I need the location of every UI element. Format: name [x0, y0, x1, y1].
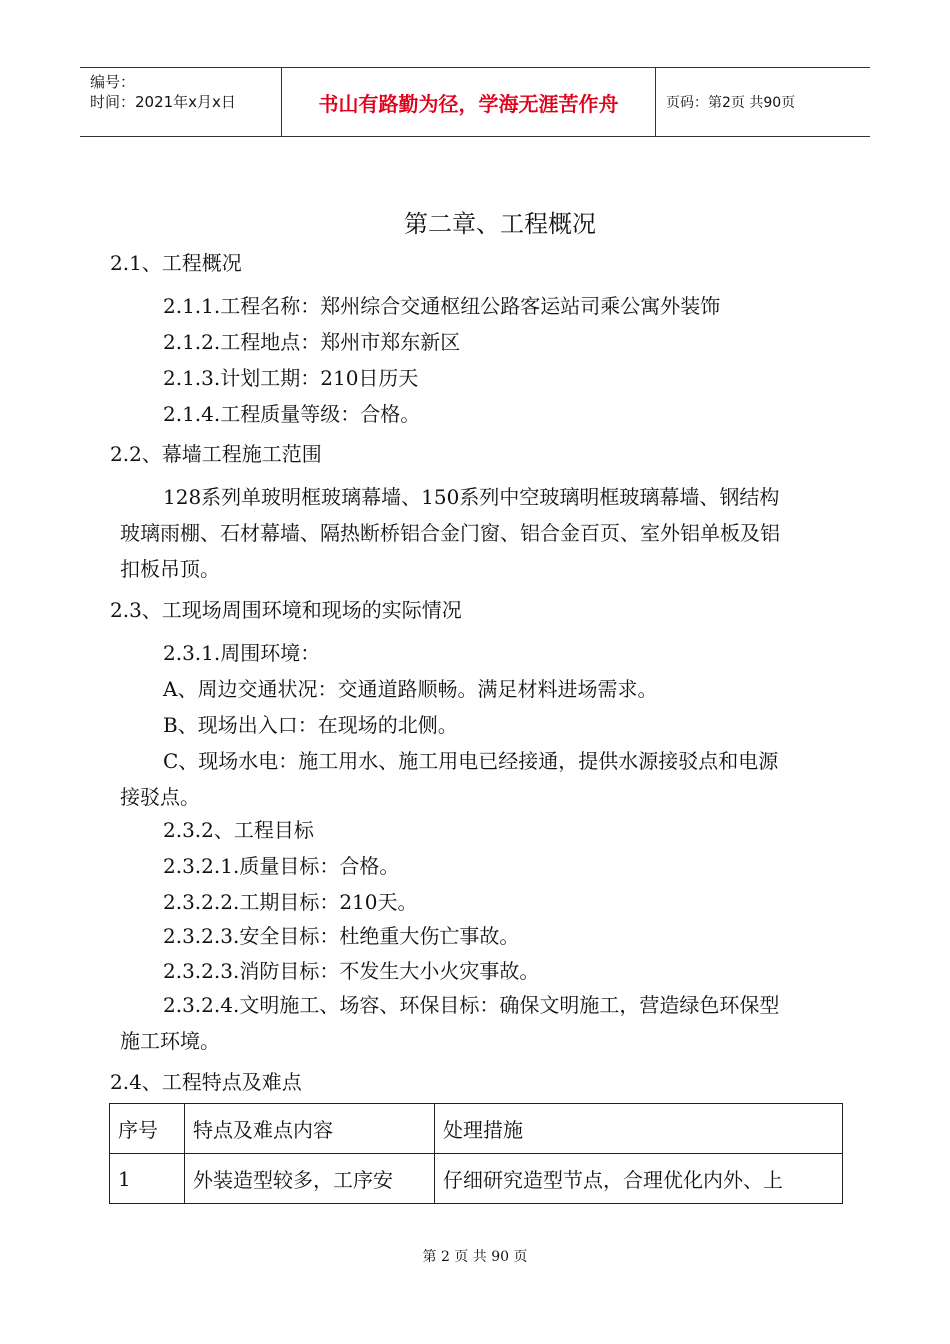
header-motto: 书山有路勤为径，学海无涯苦作舟 [282, 68, 656, 136]
paragraph: 2.1.2.工程地点：郑州市郑东新区 [163, 330, 461, 354]
table-header-cell: 序号 [110, 1104, 185, 1154]
table-cell: 仔细研究造型节点，合理优化内外、上 [435, 1154, 843, 1204]
section-heading: 2.3、工现场周围环境和现场的实际情况 [110, 598, 462, 622]
paragraph: B、现场出入口：在现场的北侧。 [163, 713, 458, 737]
chapter-title: 第二章、工程概况 [404, 210, 596, 238]
paragraph: 扣板吊顶。 [120, 557, 220, 581]
paragraph: 128系列单玻明框玻璃幕墙、150系列中空玻璃明框玻璃幕墙、钢结构 [163, 485, 780, 509]
page-footer: 第 2 页 共 90 页 [422, 1249, 528, 1265]
table-row [110, 1154, 843, 1204]
table-cell: 1 [110, 1154, 185, 1204]
paragraph: C、现场水电：施工用水、施工用电已经接通，提供水源接驳点和电源 [163, 749, 779, 773]
paragraph: 2.3.2、工程目标 [163, 818, 314, 842]
paragraph: 2.3.2.4.文明施工、场容、环保目标：确保文明施工，营造绿色环保型 [163, 993, 780, 1017]
table-cell: 外装造型较多，工序安 [185, 1154, 435, 1204]
section-heading: 2.4、工程特点及难点 [110, 1070, 302, 1094]
paragraph: 2.3.1.周围环境： [163, 641, 321, 665]
page-header [80, 67, 870, 137]
paragraph: 2.3.2.3.消防目标：不发生大小火灾事故。 [163, 959, 540, 983]
table-header-row [110, 1104, 843, 1154]
paragraph: 2.1.1.工程名称：郑州综合交通枢纽公路客运站司乘公寓外装饰 [163, 294, 721, 318]
paragraph: 2.1.4.工程质量等级：合格。 [163, 402, 421, 426]
table-header-cell: 处理措施 [435, 1104, 843, 1154]
paragraph: A、周边交通状况：交通道路顺畅。满足材料进场需求。 [163, 677, 658, 701]
section-heading: 2.2、幕墙工程施工范围 [110, 442, 322, 466]
header-meta [80, 68, 282, 136]
number-label: 编号： [90, 73, 136, 91]
paragraph: 2.3.2.2.工期目标：210天。 [163, 890, 418, 914]
table-header-cell: 特点及难点内容 [185, 1104, 435, 1154]
paragraph: 施工环境。 [120, 1029, 220, 1053]
date-label: 时间：2021年x月x日 [90, 93, 236, 111]
features-table [109, 1103, 843, 1204]
paragraph: 2.3.2.1.质量目标：合格。 [163, 854, 400, 878]
section-heading: 2.1、工程概况 [110, 251, 242, 275]
paragraph: 2.3.2.3.安全目标：杜绝重大伤亡事故。 [163, 924, 520, 948]
paragraph: 2.1.3.计划工期：210日历天 [163, 366, 419, 390]
header-page-info: 页码：第2页 共90页 [666, 95, 796, 111]
paragraph: 接驳点。 [120, 785, 200, 809]
paragraph: 玻璃雨棚、石材幕墙、隔热断桥铝合金门窗、铝合金百页、室外铝单板及铝 [120, 521, 780, 545]
